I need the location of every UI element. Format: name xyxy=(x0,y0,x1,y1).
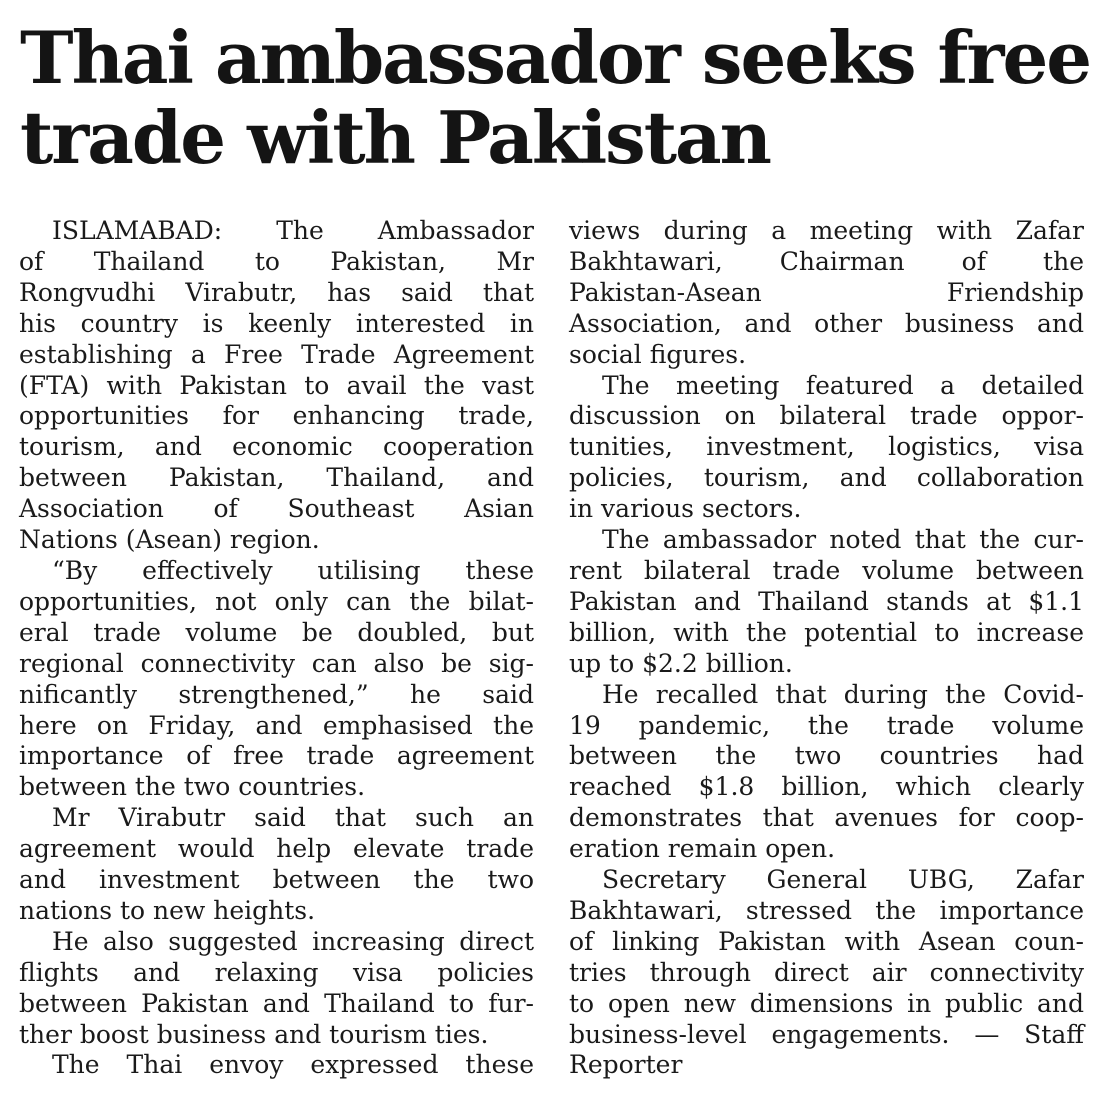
text-line: establishing a Free Trade Agreement xyxy=(19,339,534,369)
text-line: Bakhtawari, Chairman of the xyxy=(569,246,1084,276)
text-line: importance of free trade agreement xyxy=(19,741,534,771)
text-line: The ambassador noted that the cur- xyxy=(602,525,1084,555)
text-line: Secretary General UBG, Zafar xyxy=(602,865,1084,895)
text-line: business-level engagements. — Staff xyxy=(569,1019,1084,1049)
text-line: nificantly strengthened,” he said xyxy=(19,679,534,709)
text-line: “By effectively utilising these xyxy=(52,555,534,585)
text-line: ISLAMABAD: The Ambassador xyxy=(52,216,534,245)
text-line: eration remain open. xyxy=(569,834,836,864)
text-line: reached $1.8 billion, which clearly xyxy=(569,772,1084,802)
text-line: The Thai envoy expressed these xyxy=(52,1050,534,1080)
text-line: regional connectivity can also be sig- xyxy=(19,648,534,678)
text-line: opportunities for enhancing trade, xyxy=(19,401,534,431)
text-line: Bakhtawari, stressed the importance xyxy=(569,895,1084,925)
article-column-left xyxy=(19,216,534,1081)
text-line: He also suggested increasing direct xyxy=(52,926,534,956)
text-line: to open new dimensions in public and xyxy=(569,988,1084,1018)
text-line: nations to new heights. xyxy=(19,895,316,925)
headline-line-2: trade with Pakistan xyxy=(20,95,770,180)
text-line: up to $2.2 billion. xyxy=(569,648,793,678)
text-line: of Thailand to Pakistan, Mr xyxy=(19,246,534,276)
text-line: 19 pandemic, the trade volume xyxy=(569,710,1084,740)
text-line: rent bilateral trade volume between xyxy=(569,555,1084,585)
headline xyxy=(20,15,1100,180)
text-line: demonstrates that avenues for coop- xyxy=(569,803,1084,833)
text-line: tourism, and economic cooperation xyxy=(19,432,534,462)
text-line: and investment between the two xyxy=(19,865,534,895)
text-line: his country is keenly interested in xyxy=(19,308,534,338)
text-line: opportunities, not only can the bilat- xyxy=(19,586,534,616)
text-line: social figures. xyxy=(569,339,747,369)
text-line: Mr Virabutr said that such an xyxy=(52,803,534,833)
text-line: Association of Southeast Asian xyxy=(19,494,534,524)
text-line: tries through direct air connectivity xyxy=(569,957,1084,987)
text-line: between the two countries had xyxy=(569,741,1084,771)
text-line: of linking Pakistan with Asean coun- xyxy=(569,926,1084,956)
headline-line-1: Thai ambassador seeks free xyxy=(20,15,1091,100)
text-line: views during a meeting with Zafar xyxy=(569,216,1084,245)
text-line: Nations (Asean) region. xyxy=(19,525,320,555)
text-line: The meeting featured a detailed xyxy=(602,370,1084,400)
text-line: ther boost business and tourism ties. xyxy=(19,1019,489,1049)
article-column-right xyxy=(569,216,1084,1081)
text-line: eral trade volume be doubled, but xyxy=(19,617,534,647)
text-line: agreement would help elevate trade xyxy=(19,834,534,864)
text-line: Reporter xyxy=(569,1050,683,1080)
text-line: between Pakistan and Thailand to fur- xyxy=(19,988,534,1018)
text-line: between the two countries. xyxy=(19,772,366,802)
text-line: Pakistan and Thailand stands at $1.1 xyxy=(569,586,1084,616)
text-line: discussion on bilateral trade oppor- xyxy=(569,401,1084,431)
text-line: (FTA) with Pakistan to avail the vast xyxy=(19,370,534,400)
text-line: flights and relaxing visa policies xyxy=(19,957,534,987)
text-line: here on Friday, and emphasised the xyxy=(19,710,534,740)
text-line: policies, tourism, and collaboration xyxy=(569,463,1084,493)
text-line: billion, with the potential to increase xyxy=(569,617,1084,647)
text-line: He recalled that during the Covid- xyxy=(602,679,1084,709)
text-line: Rongvudhi Virabutr, has said that xyxy=(19,277,534,307)
text-line: in various sectors. xyxy=(569,494,802,524)
text-line: Pakistan-Asean Friendship xyxy=(569,277,1084,307)
text-line: Association, and other business and xyxy=(569,308,1084,338)
text-line: between Pakistan, Thailand, and xyxy=(19,463,534,493)
text-line: tunities, investment, logistics, visa xyxy=(569,432,1084,462)
